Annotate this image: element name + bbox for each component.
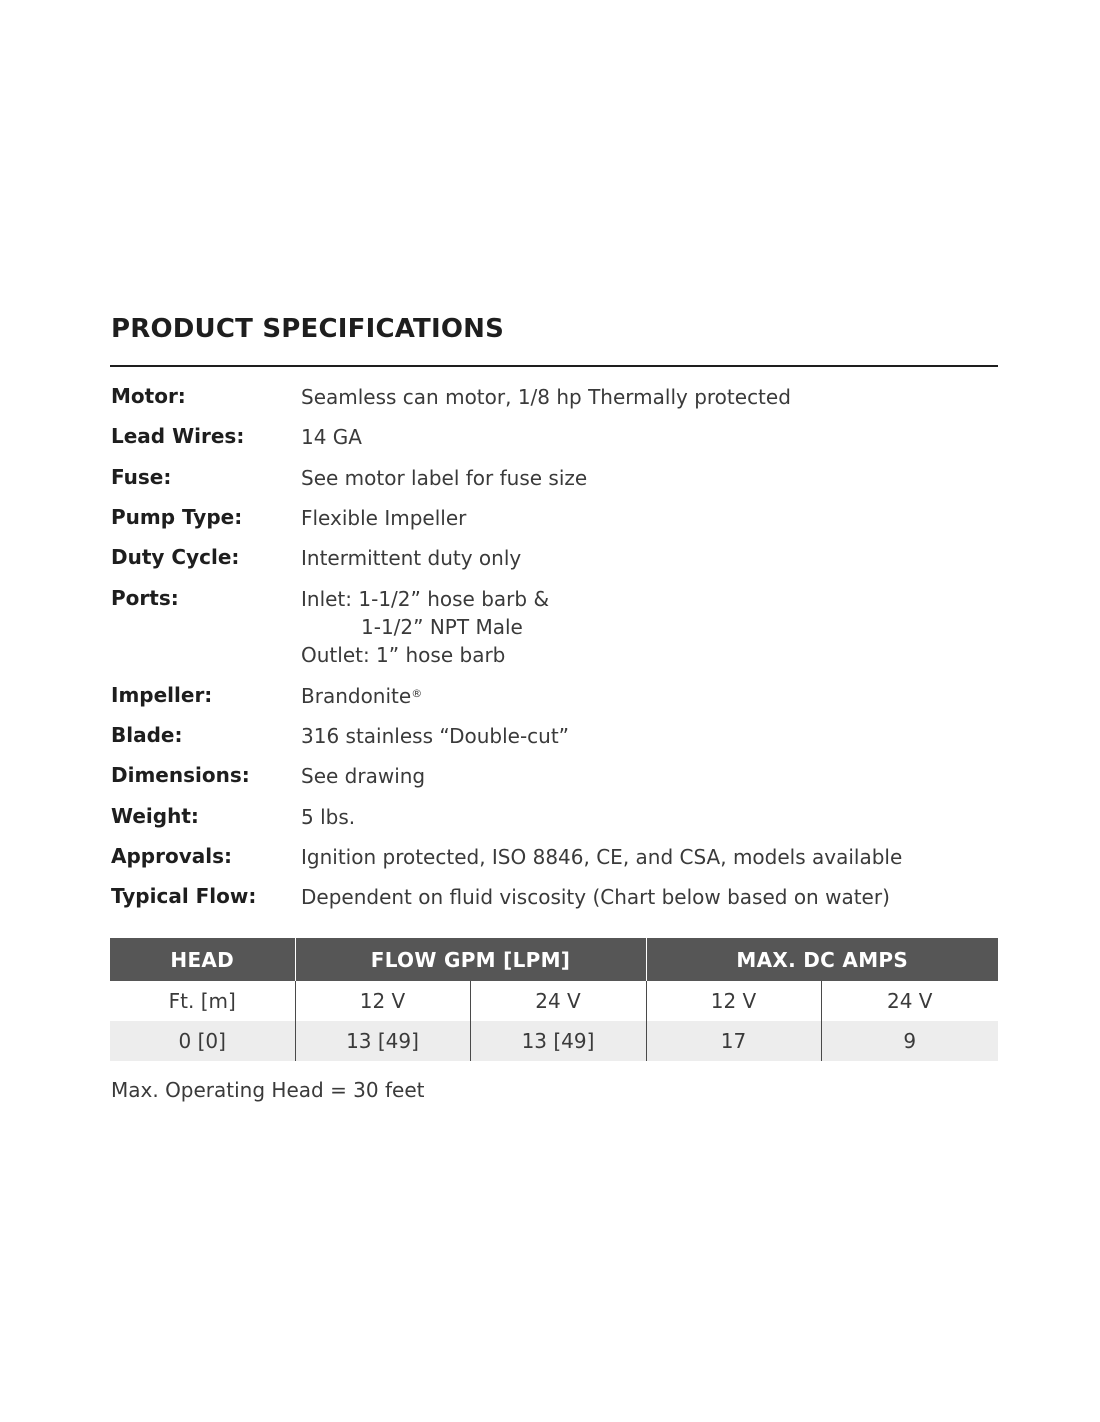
spec-label: Lead Wires:	[111, 424, 245, 448]
table-subheader-row	[110, 981, 998, 1021]
table-header-amps: MAX. DC AMPS	[646, 938, 998, 981]
spec-label: Weight:	[111, 804, 199, 828]
table-cell: 24 V	[470, 981, 646, 1021]
spec-label: Typical Flow:	[111, 884, 257, 908]
table-cell: 9	[821, 1021, 998, 1061]
table-cell: Ft. [m]	[168, 989, 236, 1013]
table-header-flow: FLOW GPM [LPM]	[295, 938, 646, 981]
title-divider	[110, 365, 998, 367]
flow-table	[110, 938, 998, 1061]
spec-value: Dependent on fluid viscosity (Chart below based on water)	[301, 885, 890, 909]
spec-value: See motor label for fuse size	[301, 466, 588, 490]
table-cell: 12 V	[646, 981, 821, 1021]
spec-value: See drawing	[301, 764, 426, 788]
spec-label: Dimensions:	[111, 763, 250, 787]
spec-value: 5 lbs.	[301, 805, 356, 829]
table-cell: 24 V	[821, 981, 998, 1021]
spec-value: Brandonite®	[301, 684, 423, 708]
spec-value: Flexible Impeller	[301, 506, 467, 530]
spec-value: Inlet: 1-1/2” hose barb & 1-1/2” NPT Male Outlet: 1” hose barb	[301, 587, 550, 667]
table-header-row	[110, 938, 998, 981]
page-title: PRODUCT SPECIFICATIONS	[111, 314, 505, 344]
registered-mark: ®	[411, 687, 423, 700]
spec-label: Ports:	[111, 586, 179, 610]
table-header-head: HEAD	[110, 938, 295, 981]
spec-label: Pump Type:	[111, 505, 243, 529]
table-cell: 12 V	[295, 981, 470, 1021]
spec-value: Intermittent duty only	[301, 546, 522, 570]
spec-value: Seamless can motor, 1/8 hp Thermally protected	[301, 385, 791, 409]
table-cell: 13 [49]	[295, 1021, 470, 1061]
spec-value: Ignition protected, ISO 8846, CE, and CSA, models available	[301, 845, 903, 869]
spec-label: Blade:	[111, 723, 183, 747]
spec-label: Fuse:	[111, 465, 172, 489]
table-cell: 13 [49]	[470, 1021, 646, 1061]
spec-value: 316 stainless “Double-cut”	[301, 724, 570, 748]
spec-label: Motor:	[111, 384, 186, 408]
spec-label: Approvals:	[111, 844, 233, 868]
spec-label: Impeller:	[111, 683, 213, 707]
table-row	[110, 1021, 998, 1061]
spec-label: Duty Cycle:	[111, 545, 240, 569]
table-cell: 17	[646, 1021, 821, 1061]
table-cell: 0 [0]	[110, 1021, 295, 1061]
footnote: Max. Operating Head = 30 feet	[111, 1078, 425, 1102]
spec-value: 14 GA	[301, 425, 362, 449]
